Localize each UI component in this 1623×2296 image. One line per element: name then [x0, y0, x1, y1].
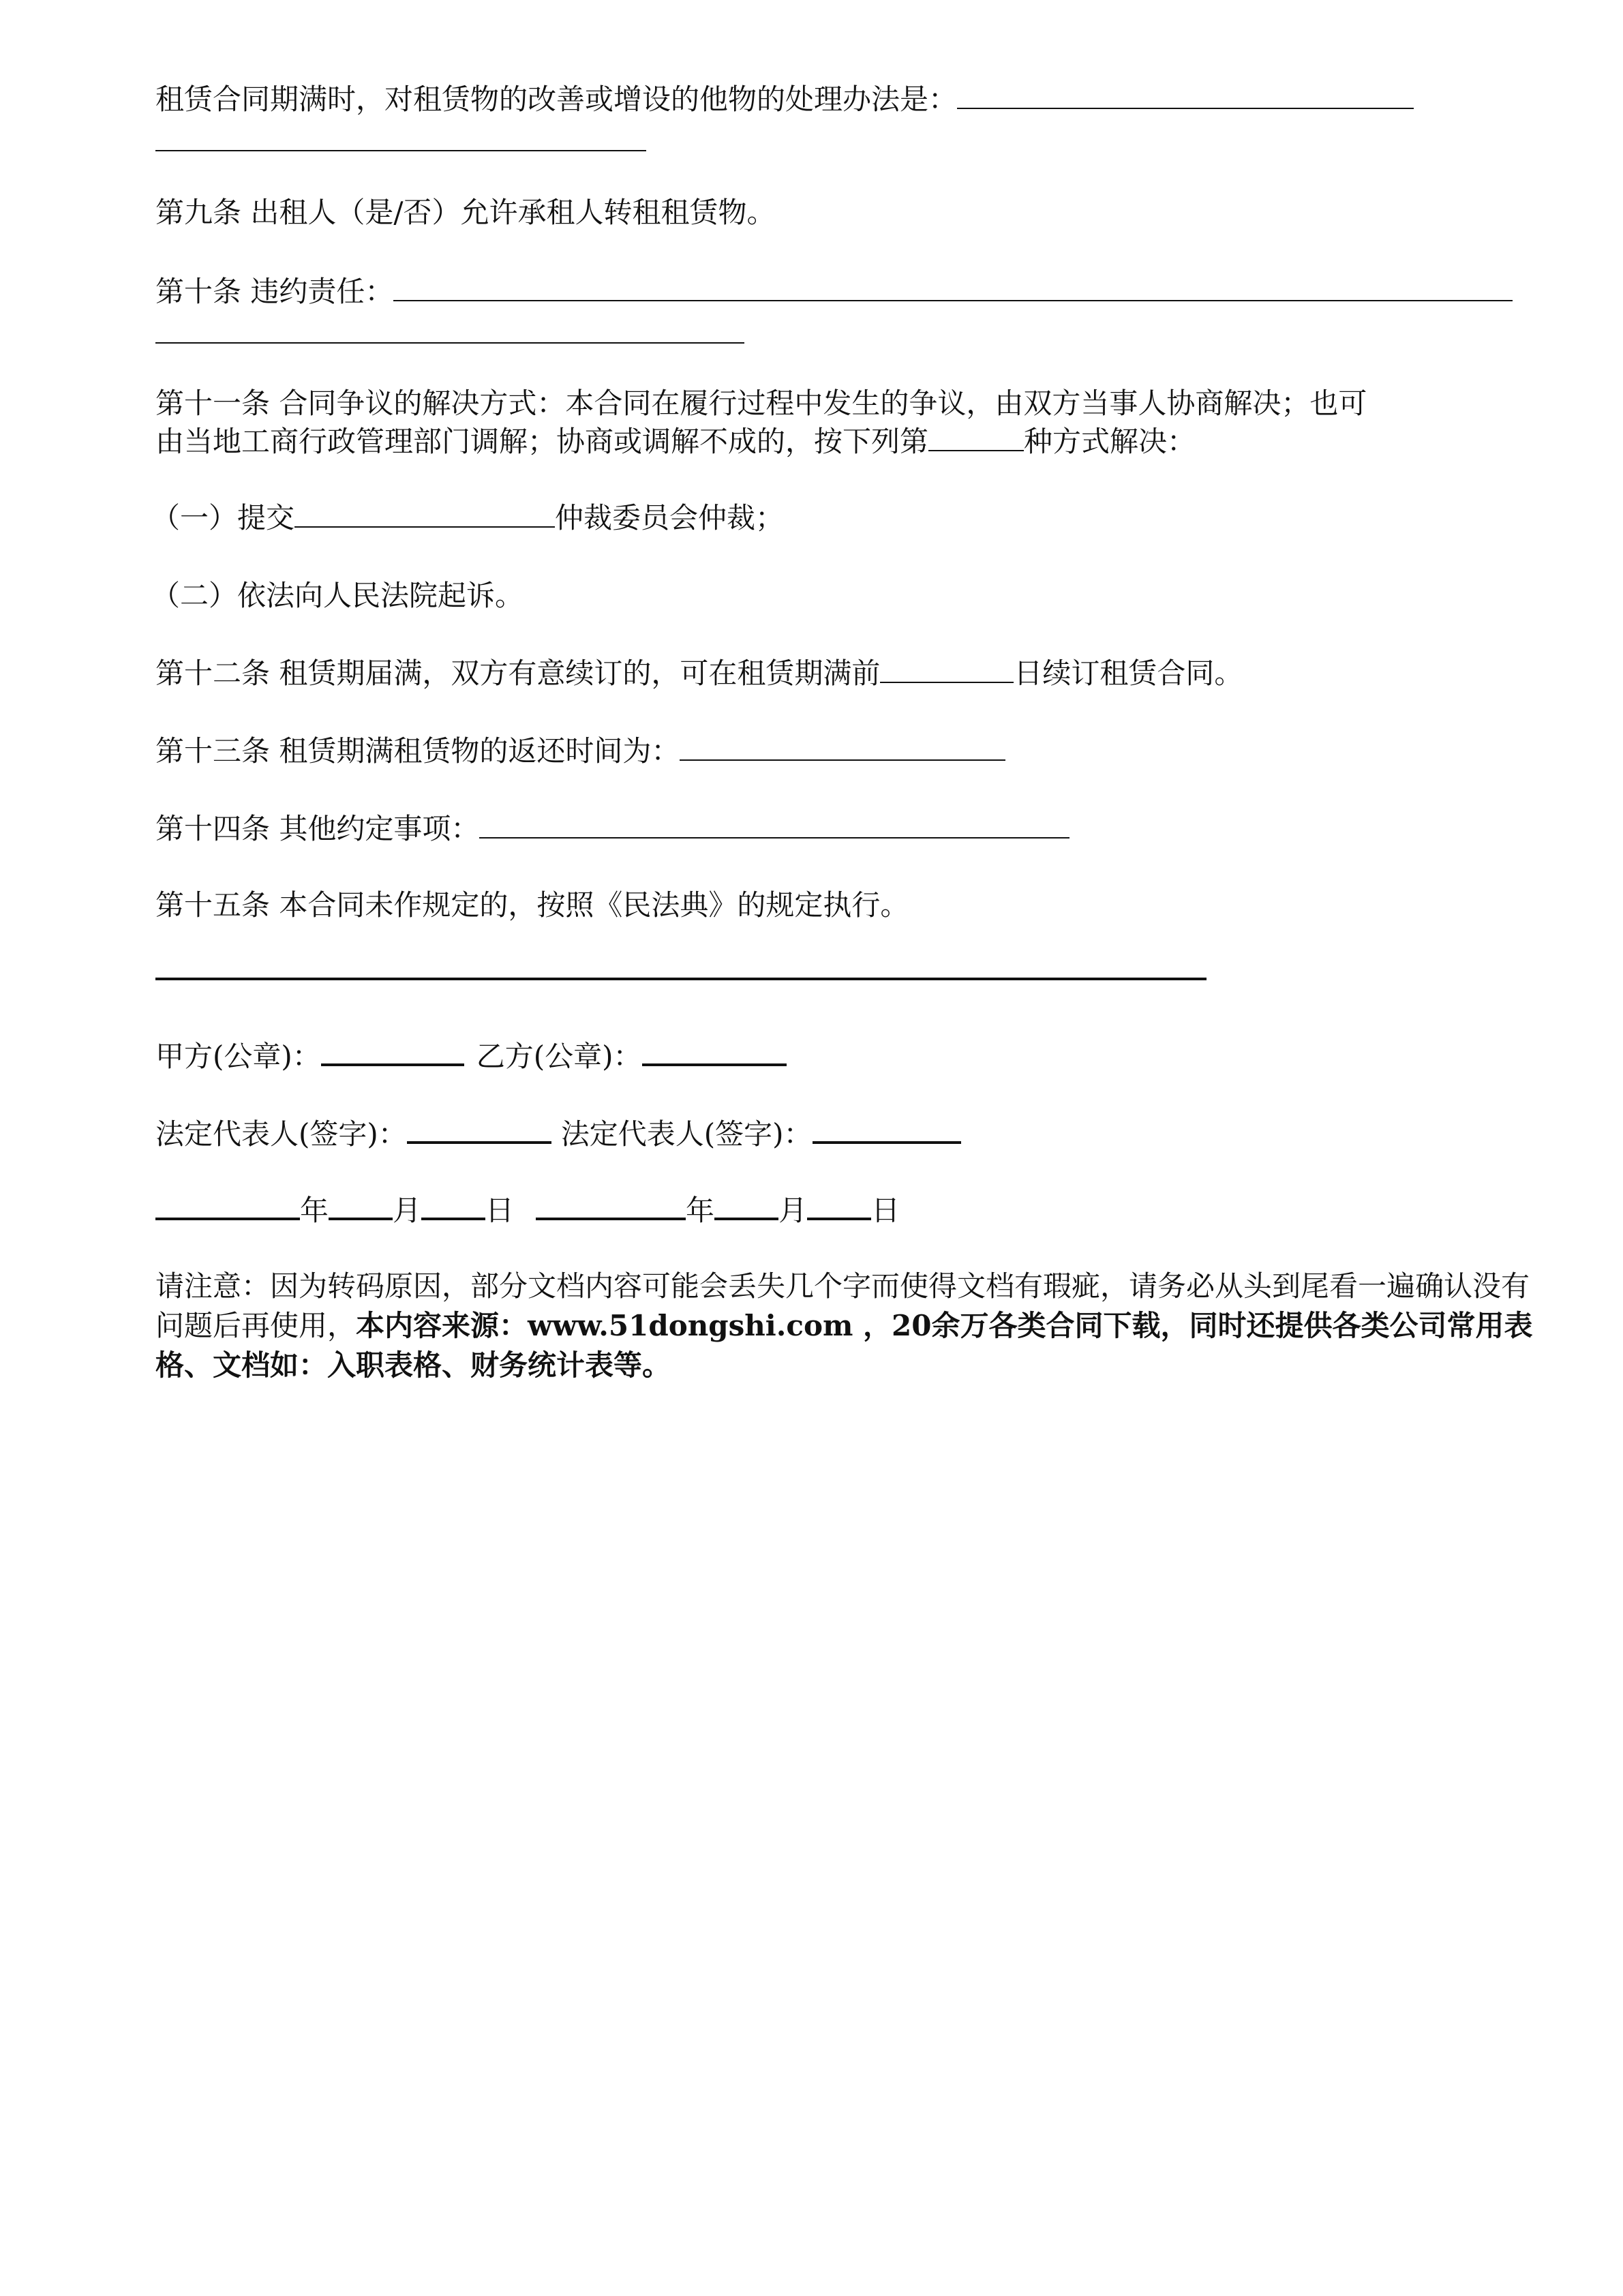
clause-8-text: 租赁合同期满时，对租赁物的改善或增设的他物的处理办法是：	[155, 82, 958, 116]
separator-rule	[155, 978, 1207, 980]
blank-field	[294, 499, 555, 528]
clause-11-text-b: 种方式解决：	[1024, 425, 1196, 458]
clause-12-text-a: 第十二条 租赁期届满，双方有意续订的，可在租赁期满前	[155, 656, 881, 690]
blank-field	[928, 423, 1024, 451]
blank-field	[880, 654, 1014, 683]
option-2: （二）依法向人民法院起诉。	[151, 579, 524, 612]
day-b-blank	[807, 1190, 871, 1220]
month-b-blank	[714, 1190, 778, 1220]
clause-13	[155, 732, 1005, 770]
clause-11-line-1: 第十一条 合同争议的解决方式：本合同在履行过程中发生的争议，由双方当事人协商解决；也可	[155, 387, 1367, 420]
party-a-seal-label: 甲方(公章)：	[155, 1040, 321, 1073]
blank-field	[479, 810, 1070, 839]
notice-source-text: 本内容来源：www.51dongshi.com ，20余万各类合同下载，同时还提供各类公司常用表格、文档如：入职表格、财务统计表等。	[155, 1309, 1533, 1382]
clause-12-text-b: 日续订租赁合同。	[1014, 656, 1243, 690]
clause-9: 第九条 出租人（是/否）允许承租人转租租赁物。	[155, 196, 776, 229]
party-a-seal-blank	[321, 1036, 464, 1066]
option-1	[151, 499, 784, 537]
clause-10	[155, 273, 1513, 311]
legal-rep-b-label: 法定代表人(签字)：	[560, 1117, 813, 1151]
blank-field-continued	[155, 342, 744, 344]
clause-11-line-2	[155, 423, 1196, 461]
clause-14	[155, 810, 1070, 848]
month-b-label: 月	[778, 1194, 808, 1227]
clause-12	[155, 654, 1243, 693]
clause-8-tail	[155, 80, 1414, 119]
blank-field	[393, 273, 1513, 301]
date-row	[155, 1190, 900, 1230]
party-b-seal-label: 乙方(公章)：	[476, 1040, 642, 1073]
year-a-label: 年	[300, 1194, 329, 1227]
party-b-seal-blank	[642, 1036, 787, 1066]
blank-field	[957, 80, 1414, 109]
legal-rep-a-label: 法定代表人(签字)：	[155, 1117, 407, 1151]
seal-row	[155, 1036, 787, 1076]
option-1-text-b: 仲裁委员会仲裁；	[555, 501, 785, 534]
legal-rep-a-blank	[407, 1114, 551, 1144]
clause-13-text: 第十三条 租赁期满租赁物的返还时间为：	[155, 734, 680, 768]
clause-11-text-a: 由当地工商行政管理部门调解；协商或调解不成的，按下列第	[155, 425, 929, 458]
month-a-blank	[329, 1190, 393, 1220]
year-b-label: 年	[686, 1194, 715, 1227]
month-a-label: 月	[393, 1194, 422, 1227]
clause-10-label: 第十条 违约责任：	[155, 275, 394, 308]
clause-14-text: 第十四条 其他约定事项：	[155, 812, 480, 845]
legal-rep-b-blank	[813, 1114, 961, 1144]
day-b-label: 日	[871, 1194, 900, 1227]
year-b-blank	[536, 1190, 686, 1220]
notice-paragraph	[155, 1267, 1546, 1385]
year-a-blank	[155, 1190, 300, 1220]
blank-field	[680, 732, 1005, 761]
day-a-label: 日	[485, 1194, 515, 1227]
notice-text: 请注意：因为转码原因，部分文档内容可能会丢失几个字而使得文档有瑕疵，请务必从头到尾看一遍确认没有问题后再使用，	[155, 1269, 1530, 1342]
clause-15: 第十五条 本合同未作规定的，按照《民法典》的规定执行。	[155, 888, 909, 922]
option-1-text-a: （一）提交	[151, 501, 295, 534]
day-a-blank	[421, 1190, 485, 1220]
legal-rep-row	[155, 1114, 961, 1153]
blank-field-continued	[155, 150, 646, 151]
